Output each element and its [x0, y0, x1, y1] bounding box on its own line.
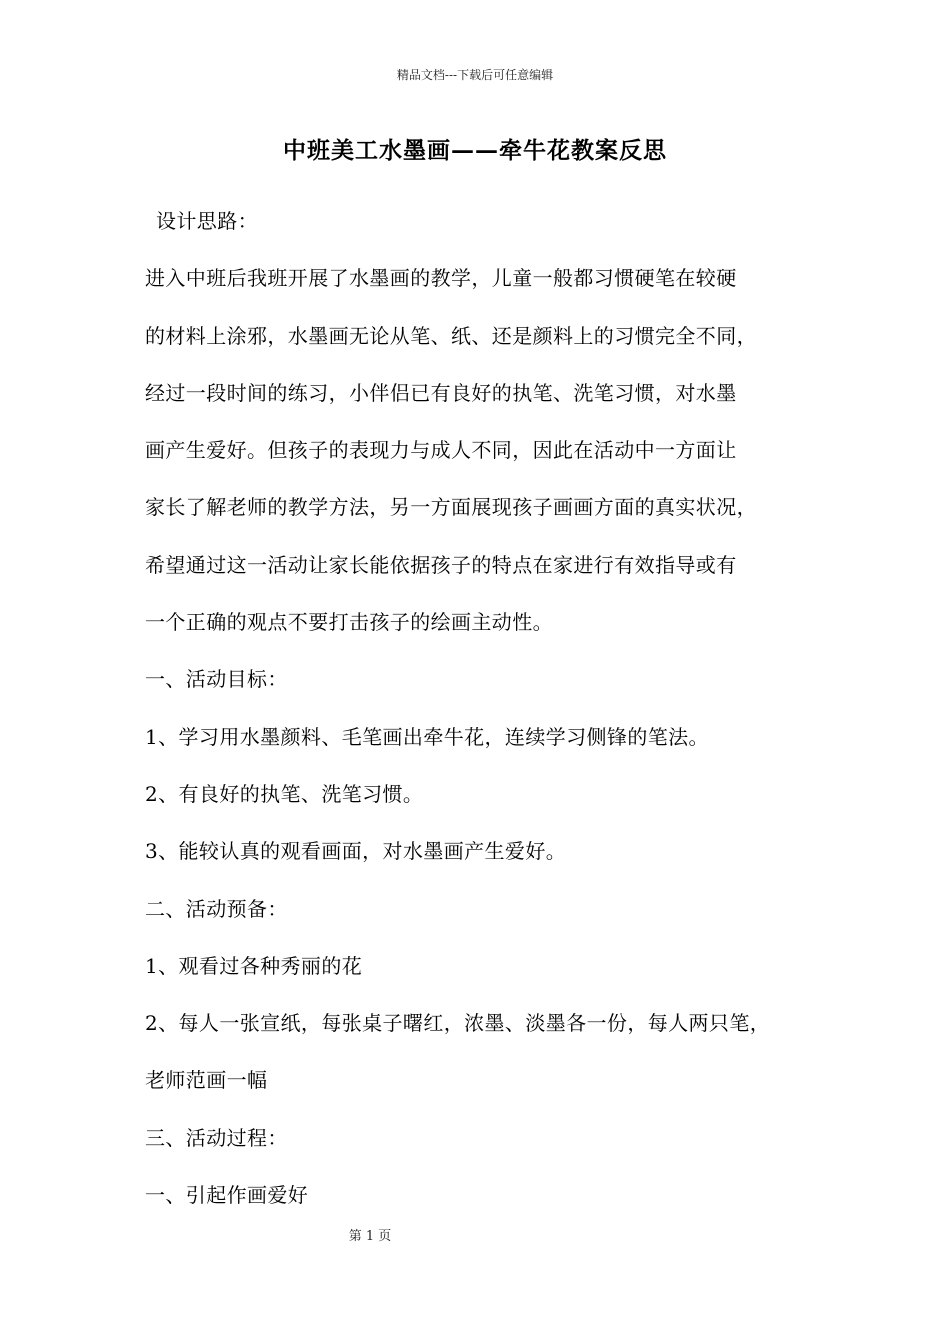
paragraph-line: 的材料上涂邪，水墨画无论从笔、纸、还是颜料上的习惯完全不同，	[145, 323, 757, 348]
paragraph-line: 一个正确的观点不要打击孩子的绘画主动性。	[145, 610, 553, 635]
paragraph-line: 希望通过这一活动让家长能依据孩子的特点在家进行有效指导或有	[145, 552, 737, 577]
subsection-heading: 一、引起作画爱好	[145, 1183, 309, 1208]
section-heading-preparation: 二、活动预备：	[145, 896, 288, 921]
page-number: 第 1 页	[348, 1229, 392, 1244]
paragraph-line: 家长了解老师的教学方法，另一方面展现孩子画画方面的真实状况，	[145, 495, 757, 520]
list-item: 2、有良好的执笔、洗笔习惯。	[145, 781, 424, 806]
page-header-note: 精品文档---下载后可任意编辑	[396, 68, 554, 82]
list-item: 2、每人一张宣纸，每张桌子曙红，浓墨、淡墨各一份，每人两只笔，	[145, 1011, 771, 1036]
section-heading-design-idea: 设计思路：	[156, 209, 258, 233]
list-item-continuation: 老师范画一幅	[145, 1068, 268, 1093]
paragraph-line: 经过一段时间的练习，小伴侣已有良好的执笔、洗笔习惯，对水墨	[145, 380, 737, 405]
section-heading-process: 三、活动过程：	[145, 1125, 288, 1150]
paragraph-line: 画产生爱好。但孩子的表现力与成人不同，因此在活动中一方面让	[145, 438, 737, 463]
document-title: 中班美工水墨画——牵牛花教案反思	[283, 137, 667, 164]
list-item: 3、能较认真的观看画面，对水墨画产生爱好。	[145, 839, 567, 864]
paragraph-line: 进入中班后我班开展了水墨画的教学，儿童一般都习惯硬笔在较硬	[145, 266, 737, 291]
list-item: 1、学习用水墨颜料、毛笔画出牵牛花，连续学习侧锋的笔法。	[145, 724, 709, 749]
section-heading-goals: 一、活动目标：	[145, 667, 288, 692]
list-item: 1、观看过各种秀丽的花	[145, 953, 363, 978]
document-body	[145, 204, 835, 1235]
